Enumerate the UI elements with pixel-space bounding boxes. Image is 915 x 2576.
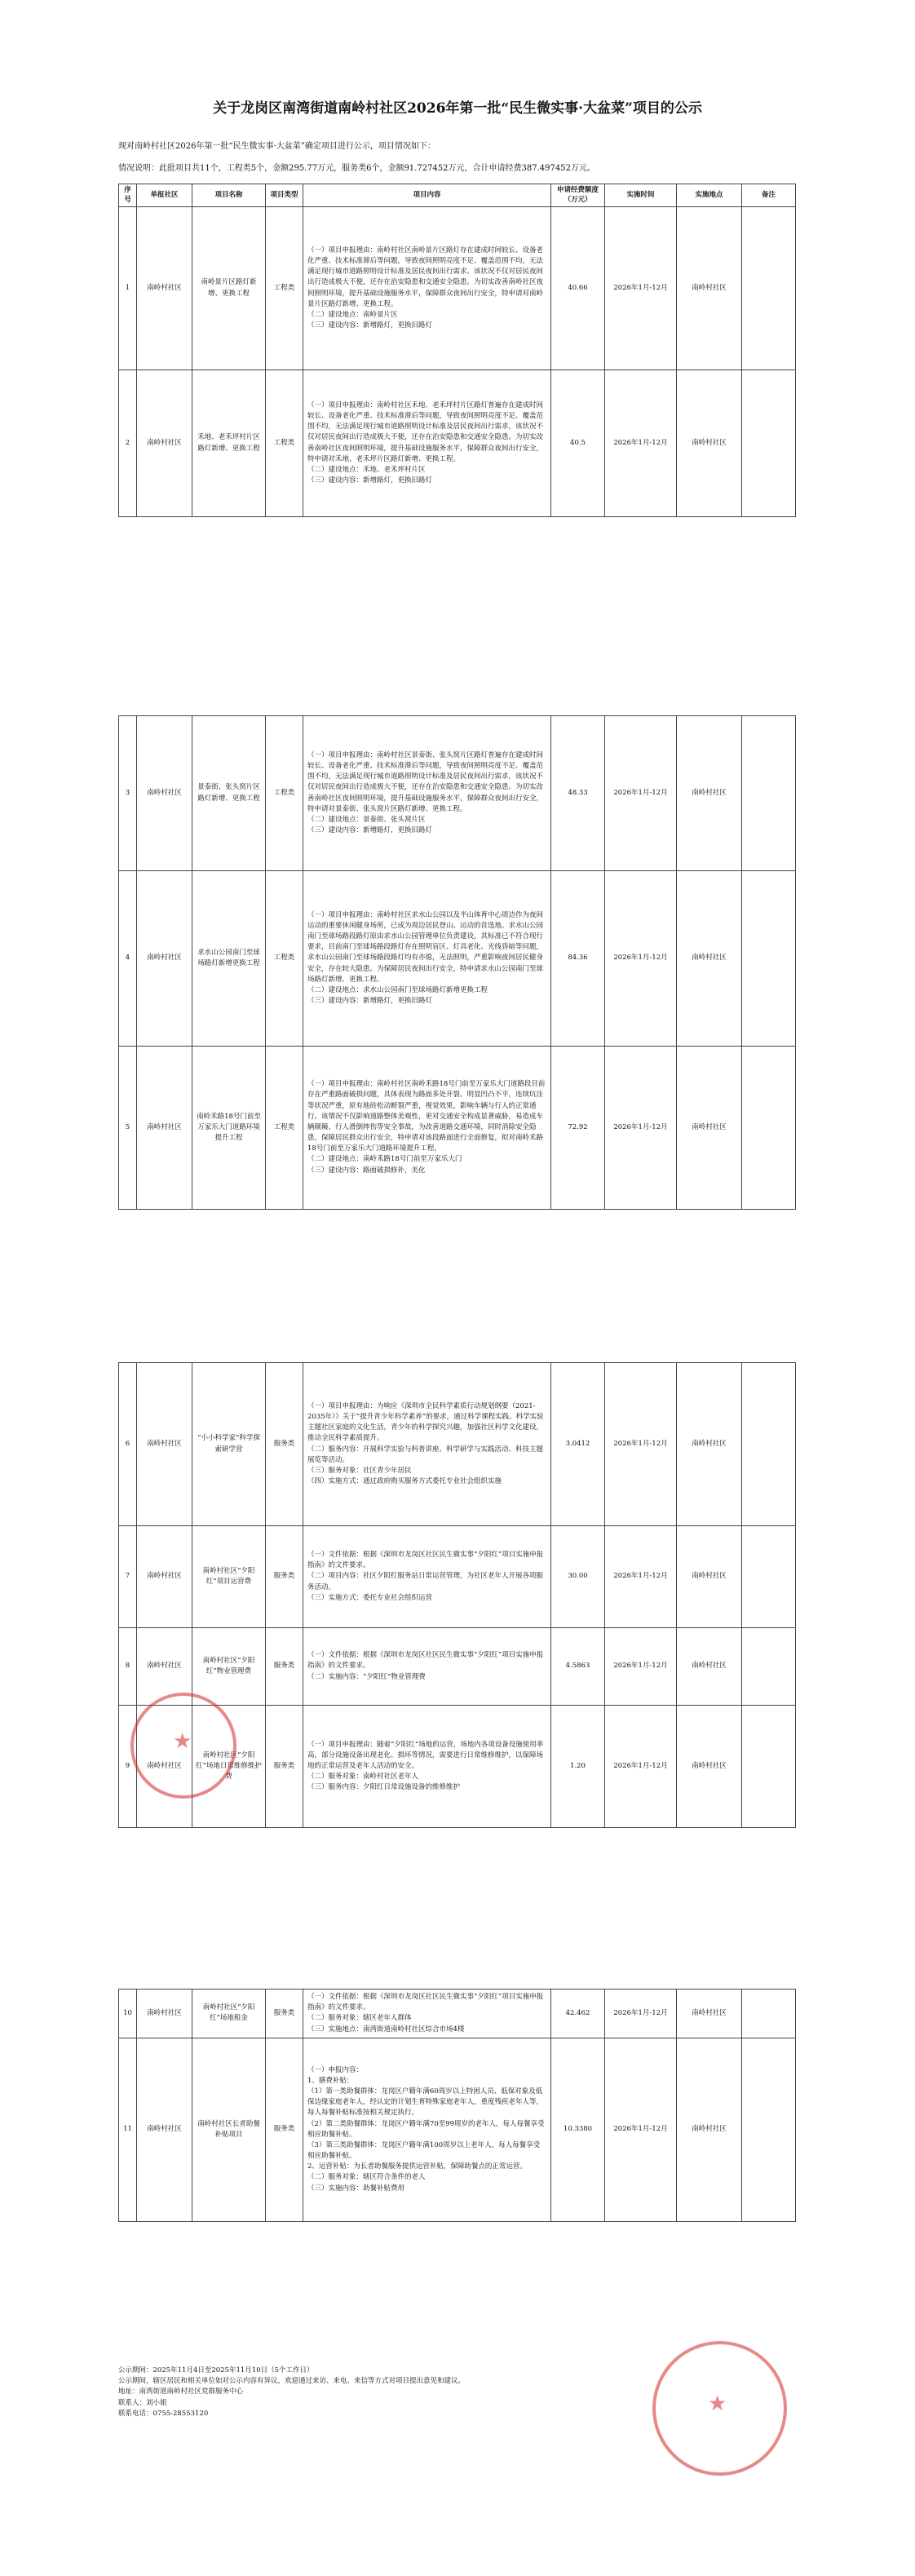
cell-community: 南岭村社区 [137, 1526, 192, 1628]
content-line: （一）项目申报理由：为响应《深圳市全民科学素质行动规划纲要（2021-2035年）》关于“提升青少年科学素养”的要求，通过科学课程实践、科学实验主题社区家庭的文化生活，青少年的科学探究兴趣，加强社区科学文化建设，推动全民科学素质提升。 [307, 1401, 544, 1443]
cell-name: 禾地、老禾坪村片区路灯新增、更换工程 [192, 370, 266, 517]
footer-contact: 联系人：刘小姐 [118, 2398, 167, 2407]
content-line: （一）文件依据：根据《深圳市龙岗区社区民生微实事“夕阳红”项目实施申报指南》的文件要求。 [307, 1551, 544, 1570]
cell-name: 南岭村社区“夕阳红”项目运营费 [192, 1526, 266, 1628]
cell-content [303, 2038, 551, 2221]
content-line: （一）项目申报理由：南岭村社区求水山公园以及半山体育中心周边作为夜间运动的重要休闲健身场所，已成为周边居民登山、运动的首选地。求水山公园南门至球场路段路灯原由求水山公园管理单位负责建设，其标准已不符合现行要求，目前南门至球场路段路灯存在照明盲区、灯具老化、光线昏暗等问题，求水山公园南门至球场路段路灯均有亦熄，无法照明，严重影响夜间居民健身安全，存在较大隐患。为保障居民夜间出行安全，特申请求水山公园南门至球场路灯新增、更换工程。 [307, 910, 544, 984]
content-line: （四）实施方式：通过政府购买服务方式委托专业社会组织实施 [307, 1477, 502, 1486]
cell-type: 工程类 [266, 370, 303, 517]
cell-amount: 3.0412 [551, 1363, 605, 1526]
cell-no: 8 [119, 1628, 137, 1706]
content-line: （一）文件依据：根据《深圳市龙岗区社区民生微实事“夕阳红”项目实施申报指南》的文件要求。 [307, 1993, 544, 2012]
header-amount: 申请经费额度（万元） [551, 184, 605, 207]
cell-community: 南岭村社区 [137, 716, 192, 871]
cell-time: 2026年1月-12月 [605, 2038, 677, 2221]
content-line: （三）建设内容：路面破损修补，美化 [307, 1166, 426, 1175]
cell-amount: 30.00 [551, 1526, 605, 1628]
content-line: （二）建设地点：禾地、老禾坪村片区 [307, 465, 426, 474]
content-line: （二）项目内容：社区夕阳红服务站日常运营管理，为社区老年人开展各项服务活动。 [307, 1572, 544, 1591]
cell-type: 服务类 [266, 1990, 303, 2038]
content-line: （三）服务内容：夕阳红日常设施设备的维修维护 [307, 1783, 461, 1792]
cell-amount: 1.20 [551, 1706, 605, 1828]
content-line: （三）建设内容：新增路灯，更换旧路灯 [307, 997, 433, 1006]
cell-content [303, 1363, 551, 1526]
content-line: （一）文件依据：根据《深圳市龙岗区社区民生微实事“夕阳红”项目实施申报指南》的文件要求。 [307, 1651, 544, 1671]
cell-place: 南岭村社区 [677, 871, 742, 1047]
cell-no: 1 [119, 207, 137, 370]
cell-type: 服务类 [266, 1628, 303, 1706]
content-line: （三）建设内容：新增路灯，更换旧路灯 [307, 321, 433, 330]
cell-type: 工程类 [266, 1047, 303, 1210]
cell-amount: 48.33 [551, 716, 605, 871]
cell-name: “小小科学家”科学探索研学营 [192, 1363, 266, 1526]
cell-content [303, 716, 551, 871]
cell-name: 南岭景片区路灯新增、更换工程 [192, 207, 266, 370]
footer-feedback: 公示期间，辖区居民和相关单位如对公示内容有异议，欢迎通过来访、来电、来信等方式对项目提出意见和建议。 [118, 2377, 466, 2386]
table-row [119, 1628, 796, 1706]
cell-community: 南岭村社区 [137, 1990, 192, 2038]
cell-amount: 40.66 [551, 207, 605, 370]
cell-no: 2 [119, 370, 137, 517]
cell-place: 南岭村社区 [677, 370, 742, 517]
content-line: （一）项目申报理由：南岭村社区南岭禾路18号门前至万家乐大门道路段目前存在严重路面破损问题，具体表现为路面多处开裂、明显凹凸不平，连续坑洼等状况严重，原有地砖松动断裂严重，视觉效果，影响车辆与行人的正常通行。该情况不仅影响道路整体美观性，更对交通安全构成显著威胁，易造成车辆颠簸、行人滑倒摔伤等安全事故，为改善道路交通环境，同时消除安全隐患，保障居民群众出行安全，特申请对该段路面进行全面修复，拟对南岭禾路18号门前至万家乐大门道路环境提升工程。 [307, 1080, 546, 1153]
cell-note [742, 1047, 796, 1210]
cell-name: 南岭村社区“夕阳红”场地日常维修维护费 [192, 1706, 266, 1828]
cell-name: 南岭村社区“夕阳红”物业管理费 [192, 1628, 266, 1706]
content-line: （一）项目申报理由：南岭村社区南岭景片区路灯存在建成时间较长、设备老化严重、技术标准滞后等问题，导致夜间照明亮度不足、覆盖范围不均，无法满足现行城市道路照明设计标准及居民夜间出行需求。该状况不仅对居民夜间出行造成极大不便，还存在治安隐患和交通安全隐患。为切实改善南岭社区夜间照明环境，提升基础设施服务水平，保障群众夜间出行安全，特申请对南岭景片区路灯新增、更换工程。 [307, 246, 544, 308]
cell-time: 2026年1月-12月 [605, 1526, 677, 1628]
header-place: 实施地点 [677, 184, 742, 207]
table-row [119, 871, 796, 1047]
footer-period: 公示期间：2025年11月4日至2025年11月10日（5个工作日） [118, 2366, 314, 2375]
footer-phone: 联系电话：0755-28553120 [118, 2409, 209, 2418]
table-row [119, 1047, 796, 1210]
content-line: （三）实施地点：南湾街道南岭村社区综合市场4楼 [307, 2025, 465, 2034]
cell-content [303, 871, 551, 1047]
cell-community: 南岭村社区 [137, 370, 192, 517]
cell-note [742, 871, 796, 1047]
cell-no: 9 [119, 1706, 137, 1828]
cell-time: 2026年1月-12月 [605, 1363, 677, 1526]
content-line: （1）第一类助餐群体：龙岗区户籍年满60周岁以上特困人员、低保对象及低保边缘家庭老年人，经认定的计划生育特殊家庭老年人，重度残疾老年人等，每人每餐补贴标准按相关规定执行。 [307, 2087, 544, 2118]
cell-content [303, 370, 551, 517]
cell-time: 2026年1月-12月 [605, 1990, 677, 2038]
cell-time: 2026年1月-12月 [605, 871, 677, 1047]
cell-note [742, 2038, 796, 2221]
cell-note [742, 1628, 796, 1706]
cell-no: 6 [119, 1363, 137, 1526]
table-row [119, 1363, 796, 1526]
cell-name: 南岭村社区“夕阳红”场地租金 [192, 1990, 266, 2038]
header-name: 项目名称 [192, 184, 266, 207]
table-row [119, 1990, 796, 2038]
table-row [119, 1526, 796, 1628]
content-line: 2、运营补贴：为长者助餐服务提供运营补贴，保障助餐点的正常运营。 [307, 2162, 527, 2171]
cell-content [303, 207, 551, 370]
content-line: 1、膳费补贴： [307, 2076, 354, 2085]
cell-no: 4 [119, 871, 137, 1047]
cell-time: 2026年1月-12月 [605, 207, 677, 370]
content-line: （2）第二类助餐群体：龙岗区户籍年满70至99周岁的老年人，每人每餐享受相应助餐补贴。 [307, 2119, 545, 2139]
content-line: （二）建设地点：景泰街、张头窝片区 [307, 815, 426, 824]
cell-time: 2026年1月-12月 [605, 1706, 677, 1828]
cell-time: 2026年1月-12月 [605, 1047, 677, 1210]
content-line: （二）建设地点：南岭景片区 [307, 310, 398, 319]
cell-place: 南岭村社区 [677, 207, 742, 370]
cell-content [303, 1706, 551, 1828]
table-row [119, 716, 796, 871]
table-row [119, 370, 796, 517]
footer-address: 地址：南湾街道南岭村社区党群服务中心 [118, 2388, 244, 2397]
cell-place: 南岭村社区 [677, 1363, 742, 1526]
project-table-page-1 [118, 184, 796, 517]
project-table-page-2 [118, 715, 796, 1210]
content-line: （二）服务对象：辖区符合条件的老人 [307, 2173, 426, 2182]
cell-no: 5 [119, 1047, 137, 1210]
content-line: （一）项目申报理由：随着“夕阳红”场地的运营，场地内各项设备设施使用率高，部分设施设备出现老化、损坏等情况，需要进行日常维修维护，以保障场地的正常运营及老年人活动的安全。 [307, 1740, 544, 1770]
content-line: （三）建设内容：新增路灯，更换旧路灯 [307, 826, 433, 835]
table-row [119, 207, 796, 370]
cell-community: 南岭村社区 [137, 2038, 192, 2221]
header-community: 单报社区 [137, 184, 192, 207]
intro-paragraph: 现对南岭村社区2026年第一批“民生微实事·大盆菜”确定项目进行公示，项目情况如下： [118, 142, 435, 151]
table-header-row [119, 184, 796, 207]
cell-name: 南岭村社区长者助餐补贴项目 [192, 2038, 266, 2221]
seal-star-left-icon: ★ [173, 1729, 192, 1754]
cell-time: 2026年1月-12月 [605, 716, 677, 871]
cell-name: 求水山公园南门至球场路灯新增更换工程 [192, 871, 266, 1047]
cell-amount: 84.36 [551, 871, 605, 1047]
cell-type: 服务类 [266, 1706, 303, 1828]
cell-community: 南岭村社区 [137, 1706, 192, 1828]
content-line: （二）服务对象：南岭村社区老年人 [307, 1773, 419, 1782]
cell-place: 南岭村社区 [677, 1526, 742, 1628]
content-line: （三）实施方式：委托专业社会组织运营 [307, 1593, 433, 1602]
cell-note [742, 207, 796, 370]
seal-star-right-icon: ★ [708, 2392, 727, 2416]
cell-note [742, 1706, 796, 1828]
cell-place: 南岭村社区 [677, 2038, 742, 2221]
header-time: 实施时间 [605, 184, 677, 207]
cell-no: 7 [119, 1526, 137, 1628]
content-line: （二）实施内容：“夕阳红”物业管理费 [307, 1672, 426, 1681]
header-note: 备注 [742, 184, 796, 207]
cell-amount: 10.3380 [551, 2038, 605, 2221]
cell-community: 南岭村社区 [137, 207, 192, 370]
cell-no: 3 [119, 716, 137, 871]
cell-content [303, 1628, 551, 1706]
cell-community: 南岭村社区 [137, 1363, 192, 1526]
content-line: （二）服务对象：辖区老年人群体 [307, 2014, 412, 2023]
cell-content [303, 1047, 551, 1210]
content-line: （一）申报内容： [307, 2065, 364, 2074]
cell-type: 工程类 [266, 207, 303, 370]
header-type: 项目类型 [266, 184, 303, 207]
content-line: （三）建设内容：新增路灯，更换旧路灯 [307, 476, 433, 485]
cell-note [742, 1990, 796, 2038]
cell-place: 南岭村社区 [677, 1990, 742, 2038]
cell-content [303, 1990, 551, 2038]
cell-type: 服务类 [266, 2038, 303, 2221]
content-line: （3）第三类助餐群体：龙岗区户籍年满100周岁以上老年人，每人每餐享受相应助餐补贴。 [307, 2140, 541, 2161]
cell-place: 南岭村社区 [677, 1047, 742, 1210]
cell-community: 南岭村社区 [137, 1628, 192, 1706]
content-line: （三）服务对象：社区青少年居民 [307, 1466, 412, 1475]
cell-community: 南岭村社区 [137, 871, 192, 1047]
cell-community: 南岭村社区 [137, 1047, 192, 1210]
content-line: （二）建设地点：南岭禾路18号门前至万家乐大门 [307, 1155, 462, 1164]
cell-content [303, 1526, 551, 1628]
project-table-page-4 [118, 1989, 796, 2222]
header-content: 项目内容 [303, 184, 551, 207]
table-row [119, 2038, 796, 2221]
cell-note [742, 716, 796, 871]
page-title: 关于龙岗区南湾街道南岭村社区2026年第一批“民生微实事·大盆菜”项目的公示 [213, 100, 702, 117]
cell-place: 南岭村社区 [677, 716, 742, 871]
content-line: （一）项目申报理由：南岭村社区禾地、老禾坪村片区路灯普遍存在建成时间较长、设备老化严重、技术标准滞后等问题，导致夜间照明亮度不足、覆盖范围不均，无法满足现行城市道路照明设计标准及居民夜间出行需求，该状况不仅对居民夜间出行造成极大不便，还存在治安隐患和交通安全隐患。为切实改善南岭社区夜间照明环境，提升基础设施服务水平，保障群众夜间出行安全，特申请对禾地、老禾坪片区路灯新增、更换工程。 [307, 401, 544, 463]
cell-type: 服务类 [266, 1526, 303, 1628]
content-line: （二）建设地点：求水山公园南门至球场路灯新增更换工程 [307, 985, 488, 994]
cell-no: 11 [119, 2038, 137, 2221]
cell-place: 南岭村社区 [677, 1628, 742, 1706]
cell-amount: 4.5863 [551, 1628, 605, 1706]
summary-paragraph: 情况说明：此批项目共11个，工程类5个，金额295.77万元，服务类6个，金额91.727452万元，合计申请经费387.497452万元。 [118, 164, 595, 173]
cell-type: 服务类 [266, 1363, 303, 1526]
cell-amount: 72.92 [551, 1047, 605, 1210]
cell-amount: 40.5 [551, 370, 605, 517]
cell-name: 南岭禾路18号门前至万家乐大门道路环境提升工程 [192, 1047, 266, 1210]
cell-no: 10 [119, 1990, 137, 2038]
content-line: （一）项目申报理由：南岭村社区景泰街、张头窝片区路灯普遍存在建成时间较长、设备老化严重、技术标准滞后等问题，导致夜间照明亮度不足、覆盖范围不均，无法满足现行城市道路照明设计标准及居民夜间出行需求，该状况不仅对居民夜间出行造成极大不便，还存在治安隐患和交通安全隐患。为切实改善南岭社区夜间照明环境，提升基础设施服务水平，保障群众夜间出行安全，特申请对景泰街、张头窝片区路灯新增、更换工程。 [307, 750, 544, 813]
content-line: （二）服务内容：开展科学实验与科普讲座、科学研学与实践活动、科技主题展览等活动。 [307, 1445, 544, 1464]
cell-note [742, 1526, 796, 1628]
cell-type: 工程类 [266, 716, 303, 871]
cell-time: 2026年1月-12月 [605, 370, 677, 517]
cell-time: 2026年1月-12月 [605, 1628, 677, 1706]
cell-place: 南岭村社区 [677, 1706, 742, 1828]
cell-amount: 42.462 [551, 1990, 605, 2038]
cell-note [742, 370, 796, 517]
header-no: 序号 [119, 184, 137, 207]
cell-note [742, 1363, 796, 1526]
cell-type: 工程类 [266, 871, 303, 1047]
cell-name: 景泰街、张头窝片区路灯新增、更换工程 [192, 716, 266, 871]
content-line: （三）实施内容：助餐补贴费用 [307, 2184, 405, 2193]
